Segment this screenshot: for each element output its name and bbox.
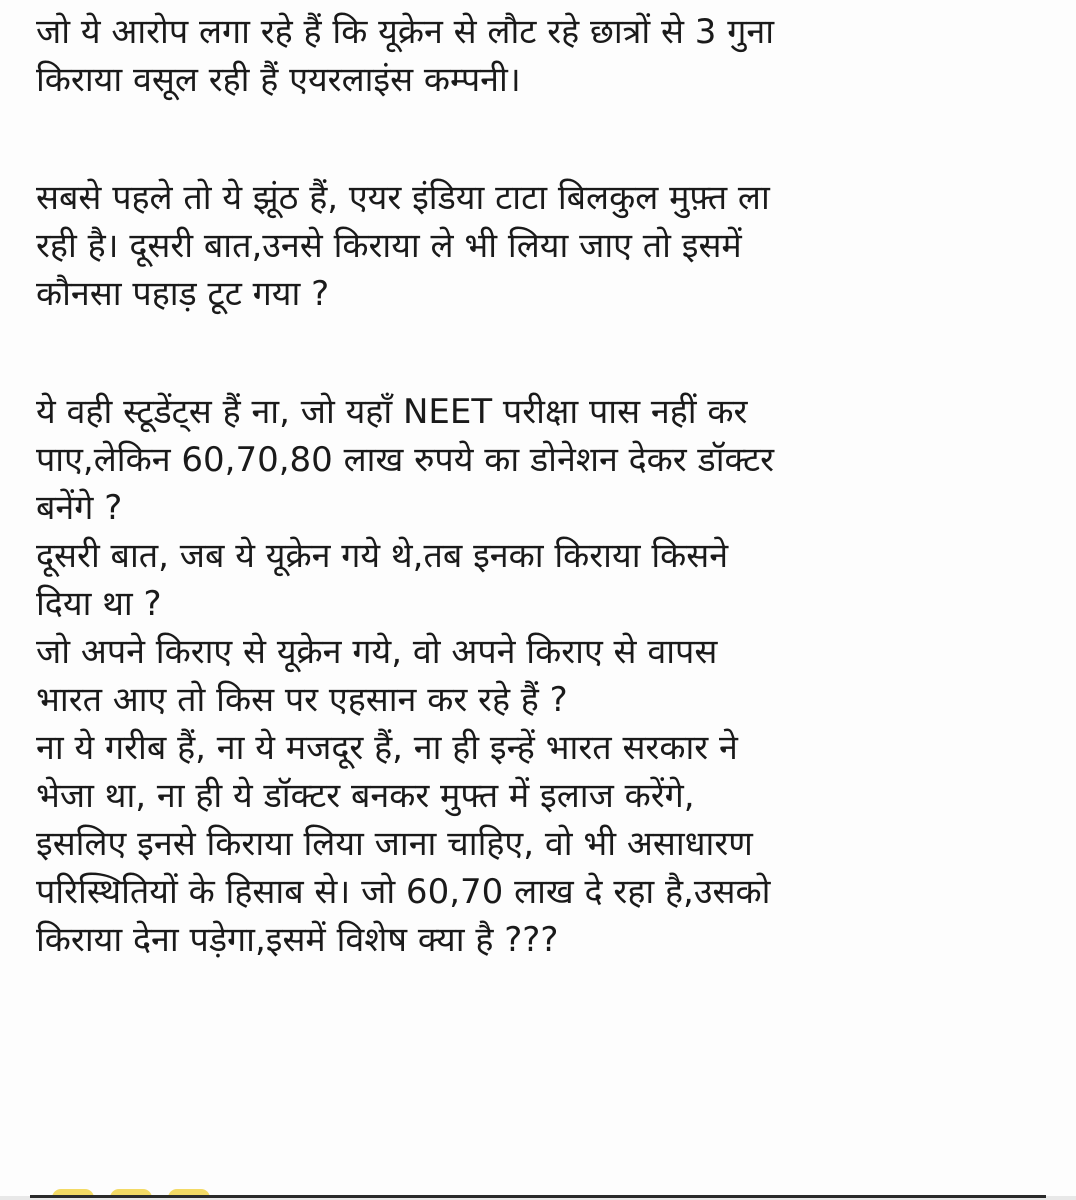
paragraph-gap	[36, 104, 1046, 174]
post-text	[36, 8, 1046, 964]
text-line: जो ये आरोप लगा रहे हैं कि यूक्रेन से लौट रहे छात्रों से 3 गुना	[36, 12, 775, 52]
text-line: इसलिए इनसे किराया लिया जाना चाहिए, वो भी असाधारण	[36, 824, 753, 864]
text-line: दिया था ?	[36, 584, 162, 624]
text-line: दूसरी बात, जब ये यूक्रेन गये थे,तब इनका किराया किसने	[36, 536, 729, 576]
text-line: किराया वसूल रही हैं एयरलाइंस कम्पनी।	[36, 60, 521, 100]
paragraph-2	[36, 174, 1046, 318]
text-line: किराया देना पड़ेगा,इसमें विशेष क्या है ???	[36, 920, 559, 960]
text-line: परिस्थितियों के हिसाब से। जो 60,70 लाख दे रहा है,उसको	[36, 872, 771, 912]
paragraph-gap	[36, 318, 1046, 388]
text-line: भेजा था, ना ही ये डॉक्टर बनकर मुफ्त में इलाज करेंगे,	[36, 776, 695, 816]
text-line: ना ये गरीब हैं, ना ये मजदूर हैं, ना ही इन्हें भारत सरकार ने	[36, 728, 738, 768]
text-line: सबसे पहले तो ये झूंठ हैं, एयर इंडिया टाटा बिलकुल मुफ़्त ला	[36, 178, 770, 218]
text-line: कौनसा पहाड़ टूट गया ?	[36, 274, 330, 314]
text-line: रही है। दूसरी बात,उनसे किराया ले भी लिया जाए तो इसमें	[36, 226, 742, 266]
text-line: बनेंगे ?	[36, 488, 123, 528]
text-line: भारत आए तो किस पर एहसान कर रहे हैं ?	[36, 680, 568, 720]
paragraph-1	[36, 8, 1046, 104]
bottom-divider	[30, 1195, 1046, 1198]
text-line: जो अपने किराए से यूक्रेन गये, वो अपने किराए से वापस	[36, 632, 718, 672]
text-line: ये वही स्टूडेंट्स हैं ना, जो यहाँ NEET परीक्षा पास नहीं कर	[36, 392, 748, 432]
paragraph-3	[36, 388, 1046, 964]
text-line: पाए,लेकिन 60,70,80 लाख रुपये का डोनेशन देकर डॉक्टर	[36, 440, 775, 480]
